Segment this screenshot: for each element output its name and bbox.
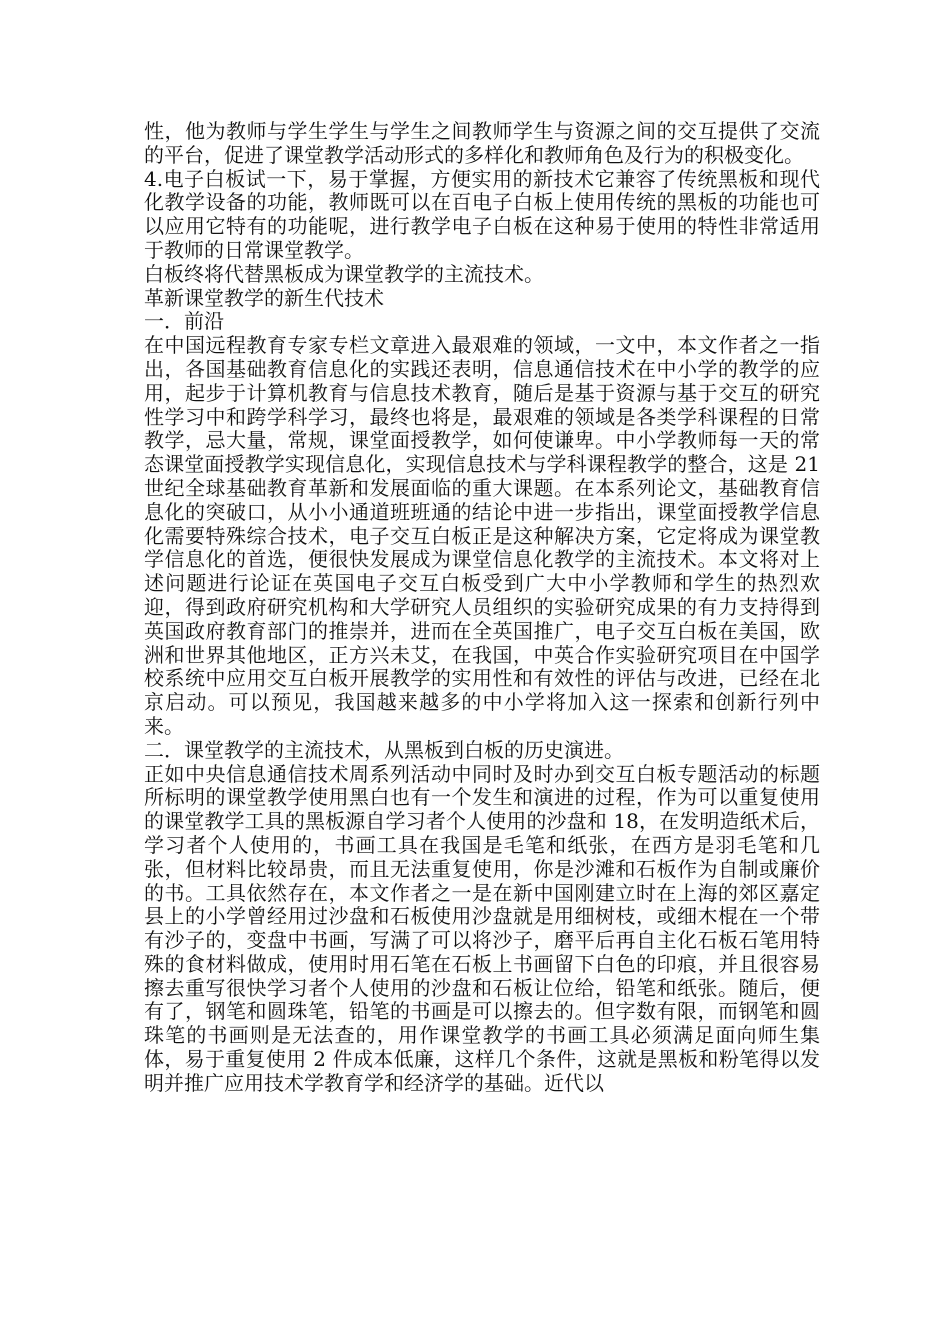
- paragraph-continuation: 性，他为教师与学生学生与学生之间教师学生与资源之间的交互提供了交流的平台，促进了课堂教学活动形式的多样化和教师角色及行为的积极变化。: [144, 119, 820, 167]
- paragraph-frontier-body: 在中国远程教育专家专栏文章进入最艰难的领域，一文中，本文作者之一指出，各国基础教育信息化的实践还表明，信息通信技术在中小学的教学的应用，起步于计算机教育与信息技术教育，随后是基于资源与基于交互的研究性学习中和跨学科学习，最终也将是，最艰难的领域是各类学科课程的日常教学，忌大量，常规，课堂面授教学，如何使谦卑。中小学教师每一天的常态课堂面授教学实现信息化，实现信息技术与学科课程教学的整合，这是 21 世纪全球基础教育革新和发展面临的重大课题。在本系列论文，基础教育信息化的突破口，从小小通道班班通的结论中进一步指出，课堂面授教学信息化需要特殊综合技术，电子交互白板正是这种解决方案，它定将成为课堂教学信息化的首选，便很快发展成为课堂信息化教学的主流技术。本文将对上述问题进行论证在英国电子交互白板受到广大中小学教师和学生的热烈欢迎，得到政府研究机构和大学研究人员组织的实验研究成果的有力支持得到英国政府教育部门的推崇并，进而在全英国推广，电子交互白板在美国，欧洲和世界其他地区，正方兴未艾，在我国，中英合作实验研究项目在中国学校系统中应用交互白板开展教学的实用性和有效性的评估与改进，已经在北京启动。可以预见，我国越来越多的中小学将加入这一探索和创新行列中来。: [144, 333, 820, 738]
- document-body: [144, 120, 820, 1096]
- paragraph-history-body: 正如中央信息通信技术周系列活动中同时及时办到交互白板专题活动的标题所标明的课堂教学使用黑白也有一个发生和演进的过程，作为可以重复使用的课堂教学工具的黑板源自学习者个人使用的沙盘和 18，在发明造纸术后，学习者个人使用的，书画工具在我国是毛笔和纸张，在西方是羽毛笔和几张，但材料比较昂贵，而且无法重复使用，你是沙滩和石板作为自制或廉价的书。工具依然存在，本文作者之一是在新中国刚建立时在上海的郊区嘉定县上的小学曾经用过沙盘和石板使用沙盘就是用细树枝，或细木棍在一个带有沙子的，变盘中书画，写满了可以将沙子，磨平后再自主化石板石笔用特殊的食材料做成，使用时用石笔在石板上书画留下白色的印痕，并且很容易擦去重写很快学习者个人使用的沙盘和石板让位给，铅笔和纸张。随后，便有了，钢笔和圆珠笔，铅笔的书画是可以擦去的。但字数有限，而钢笔和圆珠笔的书画则是无法查的，用作课堂教学的书画工具必须满足面向师生集体，易于重复使用 2 件成本低廉，这样几个条件，这就是黑板和粉笔得以发明并推广应用技术学教育学和经济学的基础。近代以: [144, 761, 820, 1095]
- paragraph-point-4: 4.电子白板试一下，易于掌握，方便实用的新技术它兼容了传统黑板和现代化教学设备的功能，教师既可以在百电子白板上使用传统的黑板的功能也可以应用它特有的功能呢，进行教学电子白板在这种易于使用的特性非常适用于教师的日常课堂教学。: [144, 166, 820, 262]
- section-title: 革新课堂教学的新生代技术: [144, 285, 384, 310]
- heading-history: 二．课堂教学的主流技术，从黑板到白板的历史演进。: [144, 737, 624, 762]
- paragraph-conclusion: 白板终将代替黑板成为课堂教学的主流技术。: [144, 261, 544, 286]
- heading-frontier: 一．前沿: [144, 309, 224, 334]
